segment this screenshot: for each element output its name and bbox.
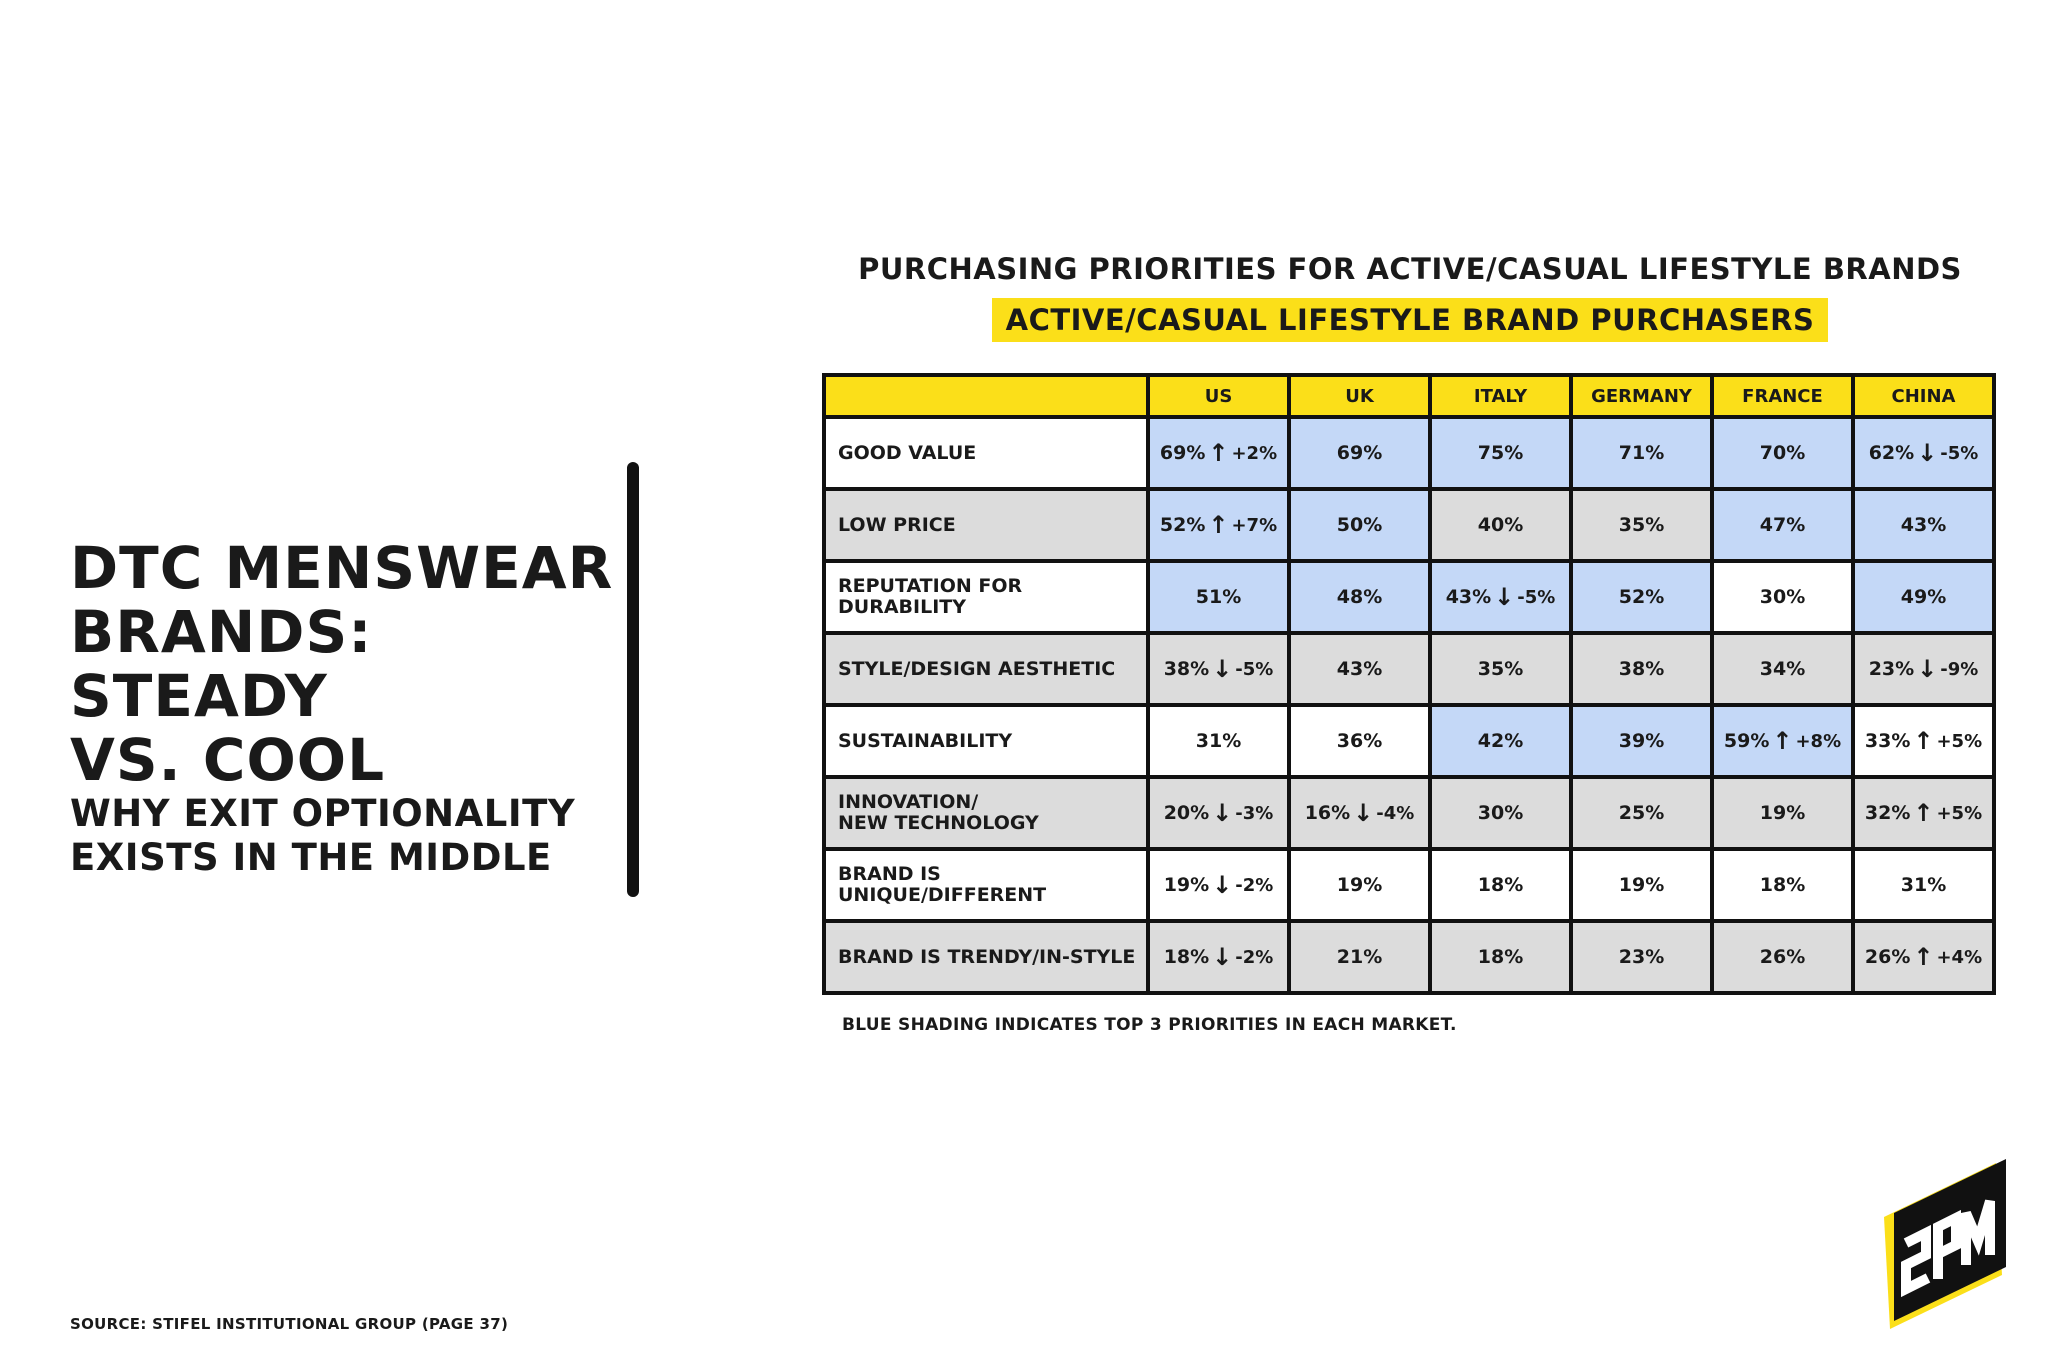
cell-value: 18%: [1759, 874, 1806, 896]
cell-value: 19%: [1759, 802, 1806, 824]
footnote: BLUE SHADING INDICATES TOP 3 PRIORITIES IN EACH MARKET.: [842, 1015, 1457, 1035]
headline: [70, 536, 630, 792]
cell-value: 69%: [1159, 442, 1206, 464]
table-cell: [1148, 489, 1289, 561]
table-header-row: [824, 375, 1994, 417]
table-cell: [1571, 417, 1712, 489]
table-cell: [1712, 633, 1853, 705]
table-cell: [1571, 633, 1712, 705]
cell-value: 33%: [1864, 730, 1911, 752]
column-header-china: CHINA: [1853, 375, 1994, 417]
cell-value: 35%: [1618, 514, 1665, 536]
table-cell: [1712, 561, 1853, 633]
table-cell: [1712, 489, 1853, 561]
arrow-up-icon: ↑: [1208, 439, 1229, 467]
table-cell: [1712, 705, 1853, 777]
table-cell: [1430, 489, 1571, 561]
table-cell: [1289, 777, 1430, 849]
row-label: INNOVATION/ NEW TECHNOLOGY: [824, 777, 1148, 849]
cell-value: 38%: [1163, 658, 1210, 680]
cell-value: 26%: [1759, 946, 1806, 968]
headline-line: VS. COOL: [70, 726, 386, 794]
column-header-uk: UK: [1289, 375, 1430, 417]
cell-value: 31%: [1195, 730, 1242, 752]
arrow-down-icon: ↓: [1212, 655, 1233, 683]
cell-change: -3%: [1235, 803, 1274, 824]
cell-change: +8%: [1795, 731, 1842, 752]
cell-value: 34%: [1759, 658, 1806, 680]
table-cell: [1430, 633, 1571, 705]
headline-line: DTC MENSWEAR: [70, 534, 614, 602]
cell-change: -2%: [1235, 947, 1274, 968]
subheadline-line: WHY EXIT OPTIONALITY: [70, 792, 576, 835]
table-cell: [1571, 489, 1712, 561]
column-header-us: US: [1148, 375, 1289, 417]
cell-value: 32%: [1864, 802, 1911, 824]
chart-title: PURCHASING PRIORITIES FOR ACTIVE/CASUAL LIFESTYLE BRANDS: [858, 252, 1962, 286]
cell-value: 51%: [1195, 586, 1242, 608]
cell-value: 71%: [1618, 442, 1665, 464]
vertical-divider: [627, 462, 639, 897]
table-cell: [1853, 921, 1994, 993]
row-label: GOOD VALUE: [824, 417, 1148, 489]
table-cell: [1712, 417, 1853, 489]
cell-value: 19%: [1618, 874, 1665, 896]
priorities-table: [822, 373, 1996, 995]
table-row: [824, 921, 1994, 993]
table-row: [824, 561, 1994, 633]
row-label: LOW PRICE: [824, 489, 1148, 561]
cell-value: 25%: [1618, 802, 1665, 824]
chart-subtitle: ACTIVE/CASUAL LIFESTYLE BRAND PURCHASERS: [992, 298, 1829, 342]
arrow-down-icon: ↓: [1212, 871, 1233, 899]
arrow-down-icon: ↓: [1917, 439, 1938, 467]
cell-value: 47%: [1759, 514, 1806, 536]
arrow-up-icon: ↑: [1913, 943, 1934, 971]
chart-subtitle-wrap: [820, 298, 2000, 342]
cell-value: 50%: [1336, 514, 1383, 536]
table-cell: [1571, 705, 1712, 777]
cell-value: 18%: [1477, 874, 1524, 896]
cell-value: 52%: [1618, 586, 1665, 608]
table-cell: [1148, 633, 1289, 705]
row-label: BRAND IS UNIQUE/DIFFERENT: [824, 849, 1148, 921]
arrow-up-icon: ↑: [1913, 799, 1934, 827]
cell-value: 48%: [1336, 586, 1383, 608]
cell-value: 43%: [1336, 658, 1383, 680]
table-cell: [1712, 921, 1853, 993]
cell-value: 31%: [1900, 874, 1947, 896]
table-cell: [1853, 705, 1994, 777]
table-cell: [1289, 921, 1430, 993]
table-cell: [1430, 849, 1571, 921]
arrow-down-icon: ↓: [1212, 799, 1233, 827]
table-cell: [1289, 849, 1430, 921]
cell-value: 59%: [1723, 730, 1770, 752]
table-row: [824, 633, 1994, 705]
page-title-block: [70, 536, 630, 880]
cell-value: 43%: [1445, 586, 1492, 608]
cell-value: 62%: [1868, 442, 1915, 464]
table-cell: [1853, 633, 1994, 705]
table-cell: [1148, 849, 1289, 921]
cell-change: -2%: [1235, 875, 1274, 896]
cell-value: 40%: [1477, 514, 1524, 536]
table-row: [824, 489, 1994, 561]
table-header-corner: [824, 375, 1148, 417]
table-row: [824, 849, 1994, 921]
column-header-germany: GERMANY: [1571, 375, 1712, 417]
cell-value: 42%: [1477, 730, 1524, 752]
column-header-france: FRANCE: [1712, 375, 1853, 417]
table-cell: [1571, 849, 1712, 921]
table-cell: [1853, 489, 1994, 561]
cell-value: 18%: [1163, 946, 1210, 968]
cell-value: 70%: [1759, 442, 1806, 464]
subheadline: [70, 792, 630, 880]
table-cell: [1430, 921, 1571, 993]
source-citation: SOURCE: STIFEL INSTITUTIONAL GROUP (PAGE 37): [70, 1315, 509, 1333]
cell-change: +7%: [1231, 515, 1278, 536]
arrow-up-icon: ↑: [1913, 727, 1934, 755]
table-cell: [1289, 705, 1430, 777]
arrow-up-icon: ↑: [1772, 727, 1793, 755]
arrow-down-icon: ↓: [1917, 655, 1938, 683]
subheadline-line: EXISTS IN THE MIDDLE: [70, 836, 552, 879]
cell-value: 20%: [1163, 802, 1210, 824]
cell-value: 30%: [1477, 802, 1524, 824]
cell-change: +2%: [1231, 443, 1278, 464]
cell-value: 16%: [1304, 802, 1351, 824]
table-cell: [1289, 489, 1430, 561]
table-row: [824, 705, 1994, 777]
cell-value: 52%: [1159, 514, 1206, 536]
table-cell: [1853, 849, 1994, 921]
table-cell: [1148, 777, 1289, 849]
cell-change: -5%: [1940, 443, 1979, 464]
table-row: [824, 777, 1994, 849]
table-cell: [1853, 777, 1994, 849]
table-cell: [1571, 561, 1712, 633]
row-label: BRAND IS TRENDY/IN-STYLE: [824, 921, 1148, 993]
table-row: [824, 417, 1994, 489]
row-label: SUSTAINABILITY: [824, 705, 1148, 777]
cell-value: 36%: [1336, 730, 1383, 752]
table-cell: [1148, 705, 1289, 777]
row-label: REPUTATION FOR DURABILITY: [824, 561, 1148, 633]
table-cell: [1430, 417, 1571, 489]
table-cell: [1712, 849, 1853, 921]
column-header-italy: ITALY: [1430, 375, 1571, 417]
cell-value: 43%: [1900, 514, 1947, 536]
cell-value: 26%: [1864, 946, 1911, 968]
table-cell: [1148, 921, 1289, 993]
cell-value: 18%: [1477, 946, 1524, 968]
cell-value: 19%: [1336, 874, 1383, 896]
row-label: STYLE/DESIGN AESTHETIC: [824, 633, 1148, 705]
table-cell: [1289, 417, 1430, 489]
table-cell: [1148, 417, 1289, 489]
cell-change: -5%: [1517, 587, 1556, 608]
table-cell: [1289, 561, 1430, 633]
table-cell: [1853, 561, 1994, 633]
cell-value: 69%: [1336, 442, 1383, 464]
table-cell: [1571, 777, 1712, 849]
cell-value: 21%: [1336, 946, 1383, 968]
cell-value: 23%: [1868, 658, 1915, 680]
arrow-down-icon: ↓: [1353, 799, 1374, 827]
headline-line: BRANDS: STEADY: [70, 598, 373, 730]
cell-change: -9%: [1940, 659, 1979, 680]
cell-value: 49%: [1900, 586, 1947, 608]
cell-change: -4%: [1376, 803, 1415, 824]
cell-value: 38%: [1618, 658, 1665, 680]
cell-value: 35%: [1477, 658, 1524, 680]
cell-value: 23%: [1618, 946, 1665, 968]
table-cell: [1148, 561, 1289, 633]
cell-change: -5%: [1235, 659, 1274, 680]
cell-change: +5%: [1936, 803, 1983, 824]
table-cell: [1712, 777, 1853, 849]
cell-value: 75%: [1477, 442, 1524, 464]
cell-change: +4%: [1936, 947, 1983, 968]
arrow-down-icon: ↓: [1494, 583, 1515, 611]
table-cell: [1430, 561, 1571, 633]
table-cell: [1430, 705, 1571, 777]
table-cell: [1571, 921, 1712, 993]
cell-value: 19%: [1163, 874, 1210, 896]
arrow-up-icon: ↑: [1208, 511, 1229, 539]
2pm-logo-icon: [1876, 1155, 2008, 1335]
table-cell: [1430, 777, 1571, 849]
arrow-down-icon: ↓: [1212, 943, 1233, 971]
table-cell: [1289, 633, 1430, 705]
cell-value: 39%: [1618, 730, 1665, 752]
cell-change: +5%: [1936, 731, 1983, 752]
cell-value: 30%: [1759, 586, 1806, 608]
table-cell: [1853, 417, 1994, 489]
